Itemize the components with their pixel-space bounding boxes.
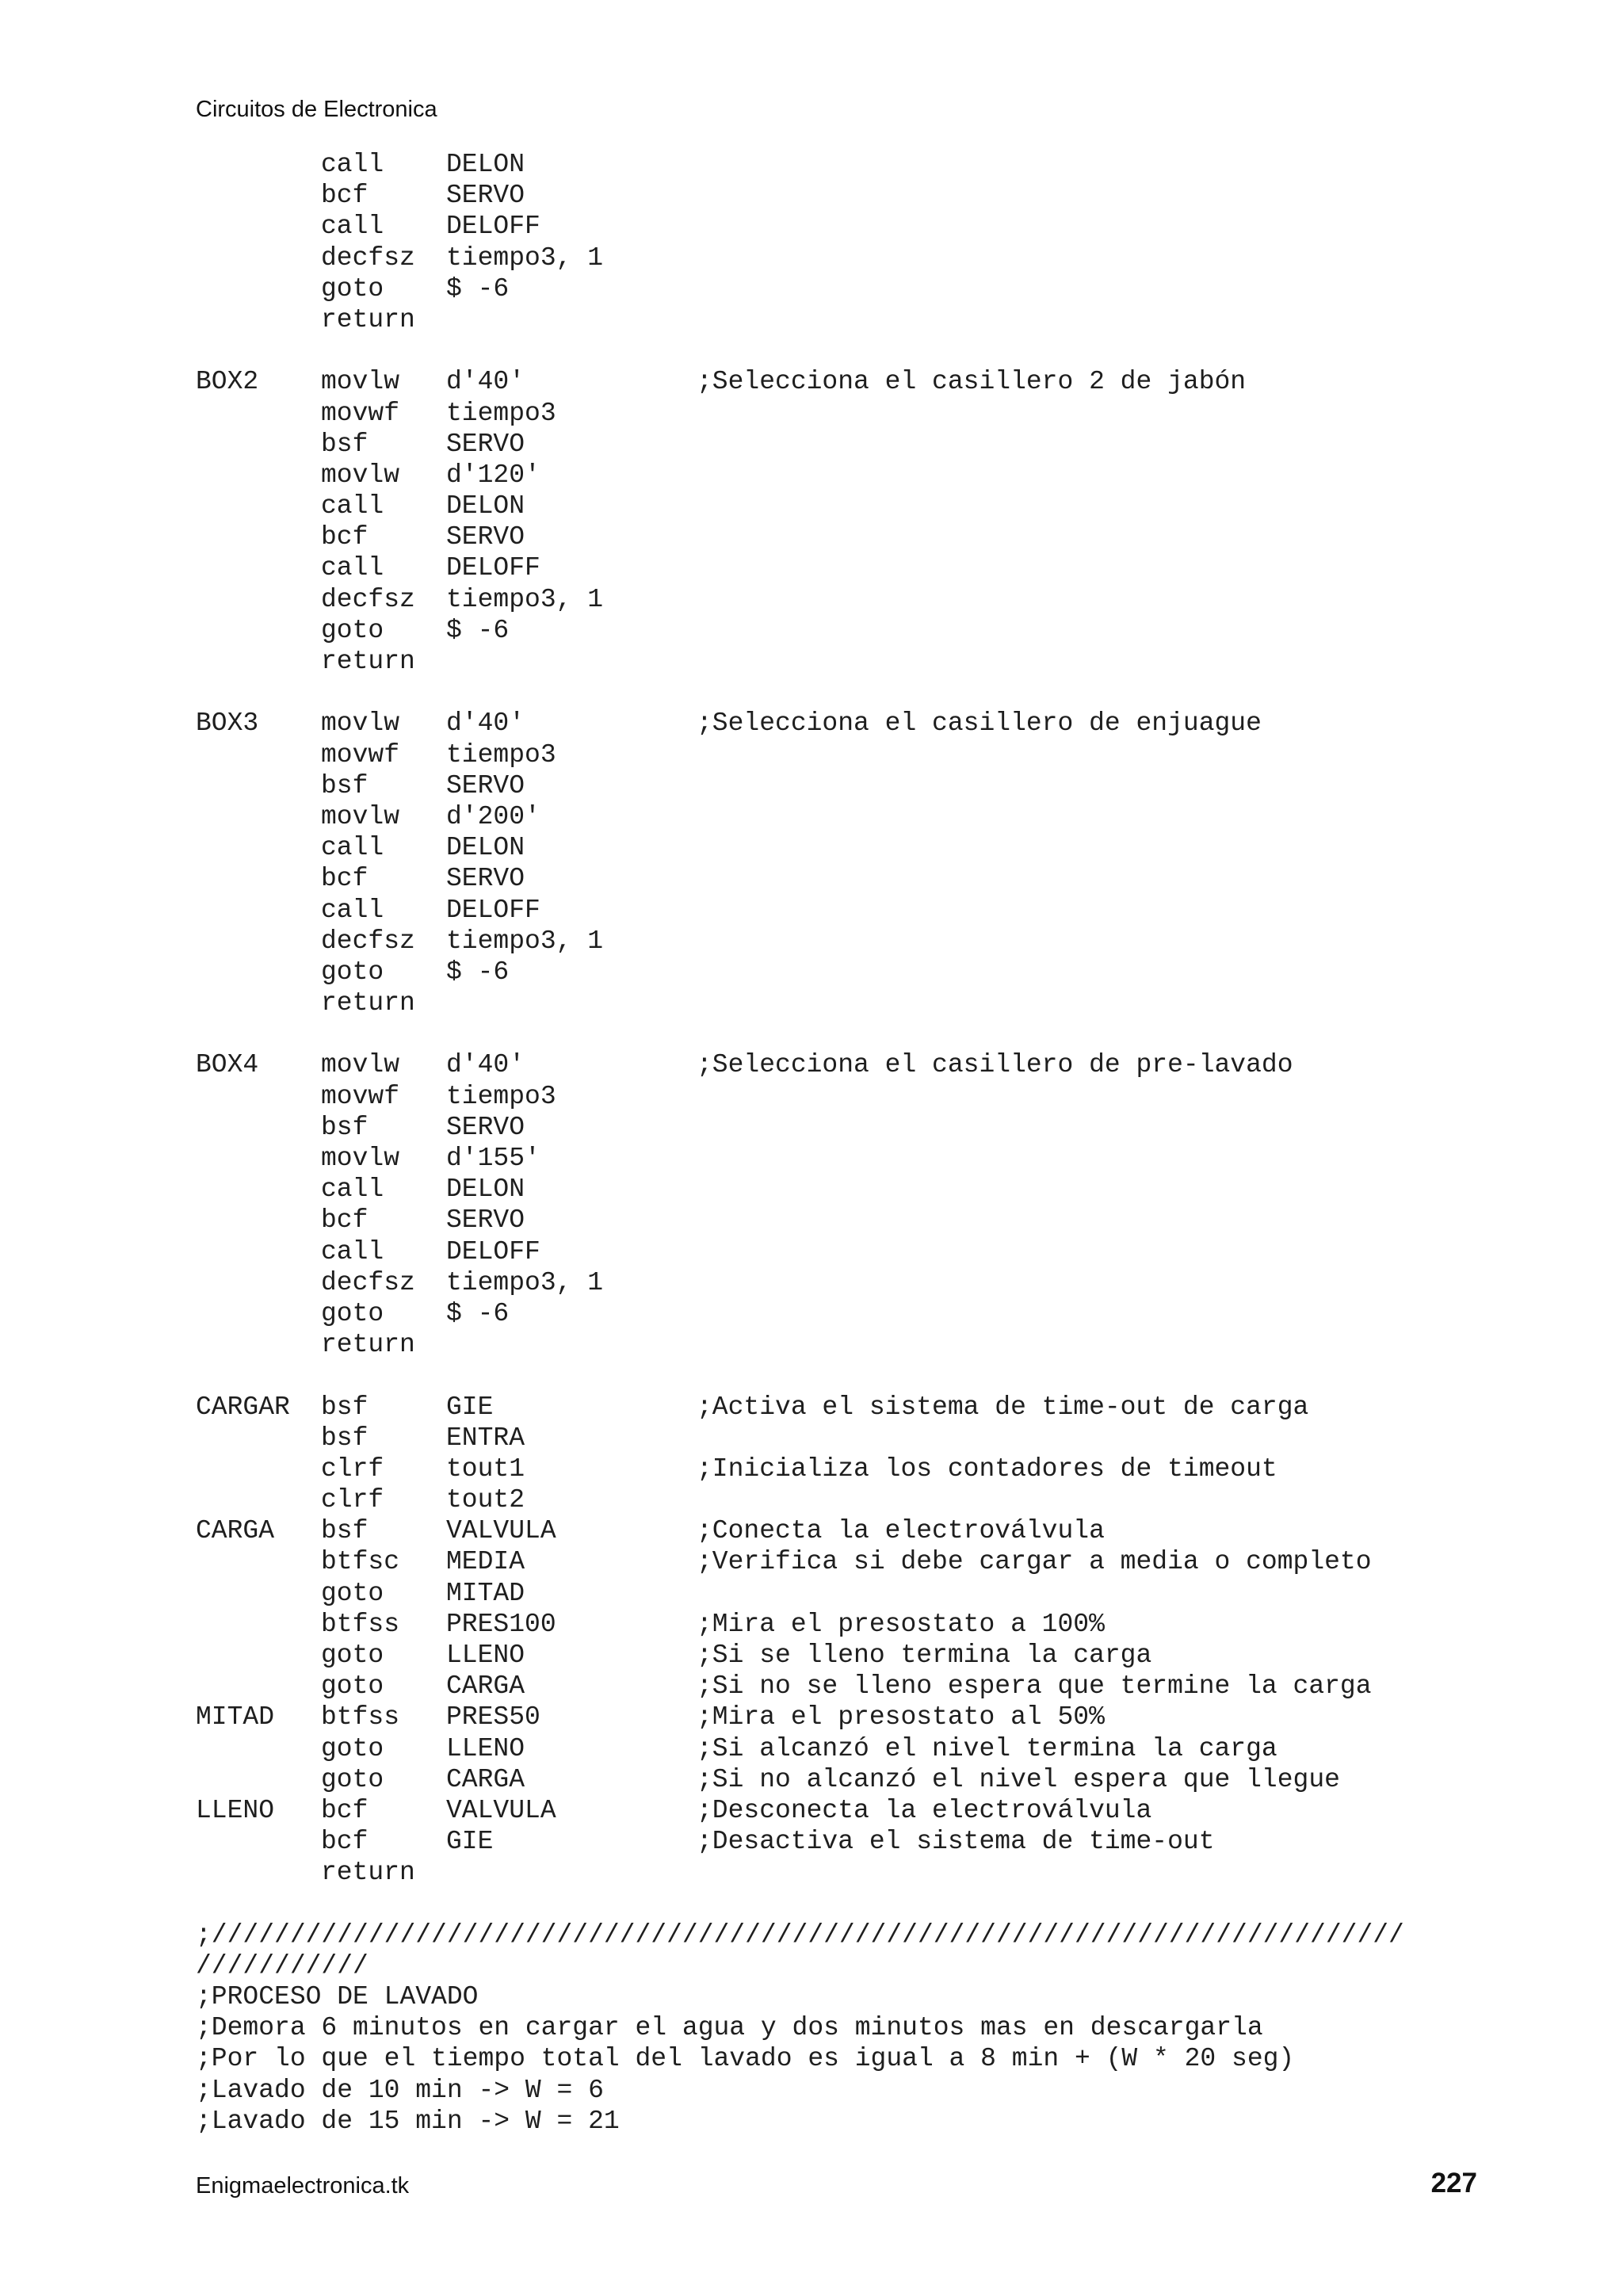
code-comment: ;Selecciona el casillero de pre-lavado	[697, 1050, 1293, 1080]
code-comment-line: ;Lavado de 10 min -> W = 6	[196, 2075, 604, 2105]
code-operand: $ -6	[446, 273, 510, 304]
code-line	[196, 926, 1527, 957]
code-line	[196, 1578, 1527, 1609]
code-mnemonic: decfsz	[321, 1267, 415, 1297]
code-comment-line: ;Por lo que el tiempo total del lavado es igual a 8 min + (W * 20 seg)	[196, 2044, 1295, 2074]
code-operand: $ -6	[446, 615, 510, 645]
code-mnemonic: movwf	[321, 1081, 400, 1111]
code-line	[196, 211, 1527, 242]
code-operand: $ -6	[446, 957, 510, 987]
code-operand: tiempo3	[446, 398, 556, 428]
code-operand: DELOFF	[446, 1236, 540, 1266]
code-mnemonic: bcf	[321, 864, 369, 894]
code-comment-line: ;PROCESO DE LAVADO	[196, 1982, 479, 2012]
code-mnemonic: goto	[321, 1298, 384, 1328]
code-operand: SERVO	[446, 1205, 525, 1236]
code-line	[196, 1764, 1527, 1795]
code-operand: tout2	[446, 1485, 525, 1515]
code-mnemonic: bsf	[321, 1423, 369, 1453]
code-line	[196, 1515, 1527, 1546]
code-operand: tiempo3, 1	[446, 1267, 604, 1297]
code-mnemonic: goto	[321, 615, 384, 645]
code-line	[196, 304, 1527, 335]
code-mnemonic: bcf	[321, 1795, 369, 1825]
code-line	[196, 1143, 1527, 1174]
code-comment: ;Inicializa los contadores de timeout	[697, 1454, 1277, 1484]
code-label: BOX4	[196, 1050, 259, 1080]
code-operand: tiempo3	[446, 1081, 556, 1111]
code-operand: SERVO	[446, 429, 525, 459]
code-mnemonic: clrf	[321, 1485, 384, 1515]
code-mnemonic: goto	[321, 1578, 384, 1608]
code-mnemonic: goto	[321, 1733, 384, 1763]
code-label: MITAD	[196, 1702, 275, 1733]
code-mnemonic: movlw	[321, 1050, 400, 1080]
code-operand: SERVO	[446, 770, 525, 800]
code-operand: d'120'	[446, 460, 540, 490]
code-mnemonic: goto	[321, 273, 384, 304]
code-mnemonic: return	[321, 988, 415, 1018]
code-line	[196, 1640, 1527, 1671]
code-operand: LLENO	[446, 1733, 525, 1763]
code-mnemonic: call	[321, 1175, 384, 1205]
code-mnemonic: movlw	[321, 801, 400, 831]
code-line	[196, 1329, 1527, 1360]
code-mnemonic: bcf	[321, 522, 369, 552]
code-line	[196, 1671, 1527, 1702]
code-operand: ENTRA	[446, 1423, 525, 1453]
code-operand: SERVO	[446, 864, 525, 894]
assembly-code-listing	[196, 149, 1527, 2137]
code-operand: tout1	[446, 1454, 525, 1484]
code-line	[196, 366, 1527, 397]
code-mnemonic: bsf	[321, 1392, 369, 1422]
code-line	[196, 1795, 1527, 1826]
code-line	[196, 801, 1527, 832]
code-mnemonic: call	[321, 833, 384, 863]
code-line	[196, 1857, 1527, 1888]
code-label: BOX2	[196, 367, 259, 397]
code-mnemonic: movwf	[321, 739, 400, 770]
code-mnemonic: call	[321, 212, 384, 242]
code-comment-line: ;Demora 6 minutos en cargar el agua y dos minutos mas en descargarla	[196, 2013, 1263, 2043]
code-line	[196, 957, 1527, 988]
code-mnemonic: clrf	[321, 1454, 384, 1484]
code-label: CARGAR	[196, 1392, 290, 1422]
code-operand: PRES100	[446, 1609, 556, 1639]
code-comment-line: ;Lavado de 15 min -> W = 21	[196, 2106, 620, 2136]
code-operand: LLENO	[446, 1641, 525, 1670]
code-mnemonic: movlw	[321, 367, 400, 397]
code-mnemonic: goto	[321, 957, 384, 987]
code-comment: ;Selecciona el casillero de enjuague	[697, 709, 1262, 739]
code-mnemonic: return	[321, 647, 415, 676]
code-operand: SERVO	[446, 1112, 525, 1142]
code-comment: ;Mira el presostato a 100%	[697, 1609, 1105, 1639]
code-mnemonic: goto	[321, 1641, 384, 1670]
blank-line	[196, 335, 1527, 366]
code-line	[196, 1454, 1527, 1484]
code-mnemonic: movwf	[321, 398, 400, 428]
code-comment: ;Si no alcanzó el nivel espera que llegue	[697, 1764, 1340, 1794]
code-mnemonic: return	[321, 304, 415, 334]
code-operand: GIE	[446, 1392, 494, 1422]
code-comment: ;Selecciona el casillero 2 de jabón	[697, 367, 1247, 397]
blank-line	[196, 1360, 1527, 1391]
code-line	[196, 1546, 1527, 1577]
code-line	[196, 398, 1527, 429]
code-mnemonic: call	[321, 150, 384, 179]
code-mnemonic: call	[321, 491, 384, 521]
code-operand: tiempo3, 1	[446, 926, 604, 956]
code-operand: MITAD	[446, 1578, 525, 1608]
blank-line	[196, 1018, 1527, 1049]
code-mnemonic: bcf	[321, 1205, 369, 1236]
code-mnemonic: bsf	[321, 1112, 369, 1142]
code-operand: tiempo3, 1	[446, 584, 604, 614]
code-comment: ;Mira el presostato al 50%	[697, 1702, 1105, 1733]
code-line	[196, 1733, 1527, 1764]
code-mnemonic: bsf	[321, 1516, 369, 1546]
code-line	[196, 521, 1527, 552]
code-line	[196, 1298, 1527, 1329]
code-operand: d'40'	[446, 709, 525, 739]
code-line	[196, 739, 1527, 770]
code-operand: $ -6	[446, 1298, 510, 1328]
code-label: LLENO	[196, 1795, 275, 1825]
code-line	[196, 770, 1527, 801]
code-operand: MEDIA	[446, 1547, 525, 1577]
code-operand: DELON	[446, 491, 525, 521]
code-operand: d'40'	[446, 367, 525, 397]
code-line	[196, 1484, 1527, 1515]
page-number: 227	[1430, 2168, 1477, 2199]
running-header: Circuitos de Electronica	[196, 97, 437, 122]
code-line	[196, 180, 1527, 211]
code-operand: CARGA	[446, 1764, 525, 1794]
code-comment-line: ;////////////////////////////////////////////////////////////////////////////	[196, 1920, 1404, 1950]
code-mnemonic: movlw	[321, 1144, 400, 1173]
code-operand: PRES50	[446, 1702, 540, 1733]
code-mnemonic: movlw	[321, 709, 400, 739]
code-line	[196, 708, 1527, 739]
code-comment: ;Si se lleno termina la carga	[697, 1641, 1152, 1670]
code-line	[196, 273, 1527, 304]
code-line	[196, 460, 1527, 491]
code-operand: DELOFF	[446, 553, 540, 583]
code-line	[196, 1205, 1527, 1236]
code-mnemonic: decfsz	[321, 926, 415, 956]
code-mnemonic: goto	[321, 1671, 384, 1702]
code-operand: DELOFF	[446, 212, 540, 242]
blank-line	[196, 677, 1527, 708]
code-operand: d'200'	[446, 801, 540, 831]
code-line	[196, 1174, 1527, 1205]
code-line	[196, 646, 1527, 677]
code-comment-line: ///////////	[196, 1950, 369, 1981]
code-comment: ;Desactiva el sistema de time-out	[697, 1827, 1215, 1857]
code-mnemonic: bsf	[321, 770, 369, 800]
code-line	[196, 1049, 1527, 1080]
code-mnemonic: goto	[321, 1764, 384, 1794]
code-mnemonic: bcf	[321, 181, 369, 211]
code-line	[196, 1702, 1527, 1733]
blank-line	[196, 1889, 1527, 1920]
code-line	[196, 1112, 1527, 1143]
code-line	[196, 243, 1527, 273]
code-mnemonic: call	[321, 1236, 384, 1266]
code-operand: SERVO	[446, 522, 525, 552]
code-comment: ;Si alcanzó el nivel termina la carga	[697, 1733, 1277, 1763]
code-operand: DELON	[446, 150, 525, 179]
code-line	[196, 552, 1527, 583]
code-comment: ;Desconecta la electroválvula	[697, 1795, 1152, 1825]
code-line	[196, 1081, 1527, 1112]
code-line	[196, 1609, 1527, 1640]
code-operand: DELON	[446, 833, 525, 863]
code-line	[196, 1392, 1527, 1423]
code-operand: GIE	[446, 1827, 494, 1857]
code-mnemonic: bsf	[321, 429, 369, 459]
code-operand: d'40'	[446, 1050, 525, 1080]
code-line	[196, 429, 1527, 460]
code-line	[196, 1236, 1527, 1267]
code-line	[196, 988, 1527, 1018]
code-comment: ;Si no se lleno espera que termine la carga	[697, 1671, 1372, 1702]
code-operand: d'155'	[446, 1144, 540, 1173]
code-operand: DELOFF	[446, 895, 540, 925]
code-mnemonic: btfsc	[321, 1547, 400, 1577]
code-line	[196, 491, 1527, 521]
code-mnemonic: decfsz	[321, 243, 415, 273]
code-operand: VALVULA	[446, 1516, 556, 1546]
code-mnemonic: call	[321, 553, 384, 583]
code-operand: tiempo3, 1	[446, 243, 604, 273]
code-comment: ;Activa el sistema de time-out de carga	[697, 1392, 1309, 1422]
code-mnemonic: call	[321, 895, 384, 925]
code-operand: CARGA	[446, 1671, 525, 1702]
code-mnemonic: btfss	[321, 1702, 400, 1733]
code-operand: VALVULA	[446, 1795, 556, 1825]
code-mnemonic: return	[321, 1330, 415, 1360]
code-mnemonic: btfss	[321, 1609, 400, 1639]
code-label: CARGA	[196, 1516, 275, 1546]
code-line	[196, 1826, 1527, 1857]
code-comment: ;Verifica si debe cargar a media o completo	[697, 1547, 1372, 1577]
code-line	[196, 863, 1527, 894]
code-mnemonic: bcf	[321, 1827, 369, 1857]
code-line	[196, 895, 1527, 926]
code-label: BOX3	[196, 709, 259, 739]
footer-site-name: Enigmaelectronica.tk	[196, 2173, 410, 2199]
code-line	[196, 149, 1527, 180]
code-line	[196, 832, 1527, 863]
code-mnemonic: return	[321, 1858, 415, 1888]
code-operand: tiempo3	[446, 739, 556, 770]
code-line	[196, 615, 1527, 646]
code-line	[196, 1267, 1527, 1298]
code-operand: SERVO	[446, 181, 525, 211]
code-comment: ;Conecta la electroválvula	[697, 1516, 1105, 1546]
code-line	[196, 1423, 1527, 1454]
code-operand: DELON	[446, 1175, 525, 1205]
code-line	[196, 584, 1527, 615]
code-mnemonic: movlw	[321, 460, 400, 490]
code-mnemonic: decfsz	[321, 584, 415, 614]
